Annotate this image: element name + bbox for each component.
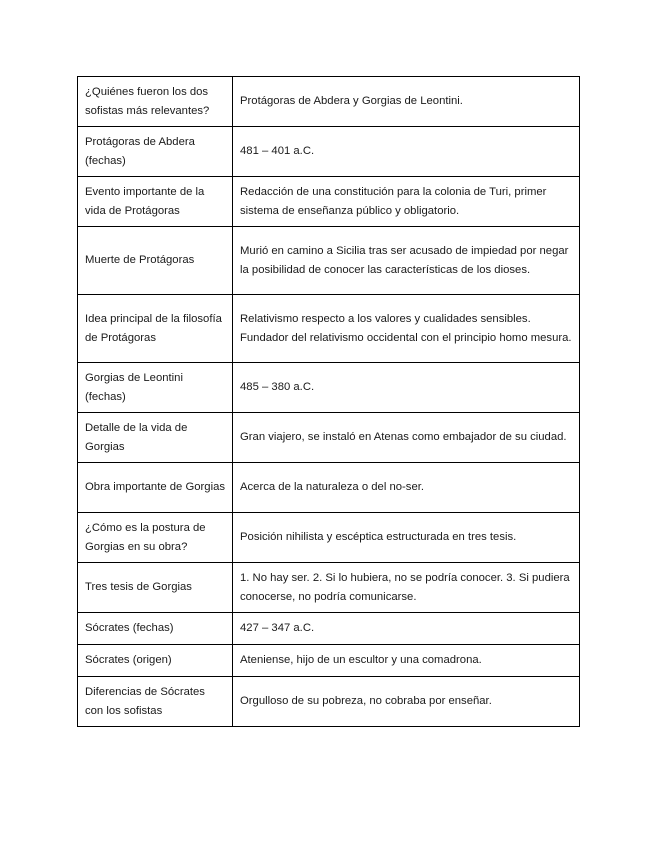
question-cell: Detalle de la vida de Gorgias (78, 413, 233, 463)
table-row (78, 127, 580, 177)
table-row (78, 645, 580, 677)
answer-cell: 481 – 401 a.C. (233, 127, 580, 177)
question-cell: ¿Quiénes fueron los dos sofistas más relevantes? (78, 77, 233, 127)
question-cell: Protágoras de Abdera (fechas) (78, 127, 233, 177)
question-cell: Diferencias de Sócrates con los sofistas (78, 677, 233, 727)
table-row (78, 77, 580, 127)
study-table (77, 76, 580, 727)
answer-cell: Murió en camino a Sicilia tras ser acusado de impiedad por negar la posibilidad de conocer las características de los dioses. (233, 227, 580, 295)
table-row (78, 363, 580, 413)
question-cell: Muerte de Protágoras (78, 227, 233, 295)
table-row (78, 613, 580, 645)
question-cell: Gorgias de Leontini (fechas) (78, 363, 233, 413)
answer-cell: Protágoras de Abdera y Gorgias de Leontini. (233, 77, 580, 127)
question-cell: Sócrates (origen) (78, 645, 233, 677)
answer-cell: Posición nihilista y escéptica estructurada en tres tesis. (233, 513, 580, 563)
answer-cell: Orgulloso de su pobreza, no cobraba por enseñar. (233, 677, 580, 727)
answer-cell: Redacción de una constitución para la colonia de Turi, primer sistema de enseñanza público y obligatorio. (233, 177, 580, 227)
question-cell: Idea principal de la filosofía de Protágoras (78, 295, 233, 363)
table-row (78, 563, 580, 613)
question-cell: Tres tesis de Gorgias (78, 563, 233, 613)
table-row (78, 295, 580, 363)
answer-cell: Ateniense, hijo de un escultor y una comadrona. (233, 645, 580, 677)
answer-cell: Gran viajero, se instaló en Atenas como embajador de su ciudad. (233, 413, 580, 463)
question-cell: Obra importante de Gorgias (78, 463, 233, 513)
table-row (78, 227, 580, 295)
answer-cell: Acerca de la naturaleza o del no-ser. (233, 463, 580, 513)
table-row (78, 413, 580, 463)
question-cell: Sócrates (fechas) (78, 613, 233, 645)
answer-cell: 1. No hay ser. 2. Si lo hubiera, no se podría conocer. 3. Si pudiera conocerse, no podría comunicarse. (233, 563, 580, 613)
table-row (78, 463, 580, 513)
table-row (78, 677, 580, 727)
answer-cell: 427 – 347 a.C. (233, 613, 580, 645)
answer-cell: Relativismo respecto a los valores y cualidades sensibles. Fundador del relativismo occidental con el principio homo mesura. (233, 295, 580, 363)
table-row (78, 513, 580, 563)
question-cell: Evento importante de la vida de Protágoras (78, 177, 233, 227)
question-cell: ¿Cómo es la postura de Gorgias en su obra? (78, 513, 233, 563)
table-row (78, 177, 580, 227)
answer-cell: 485 – 380 a.C. (233, 363, 580, 413)
